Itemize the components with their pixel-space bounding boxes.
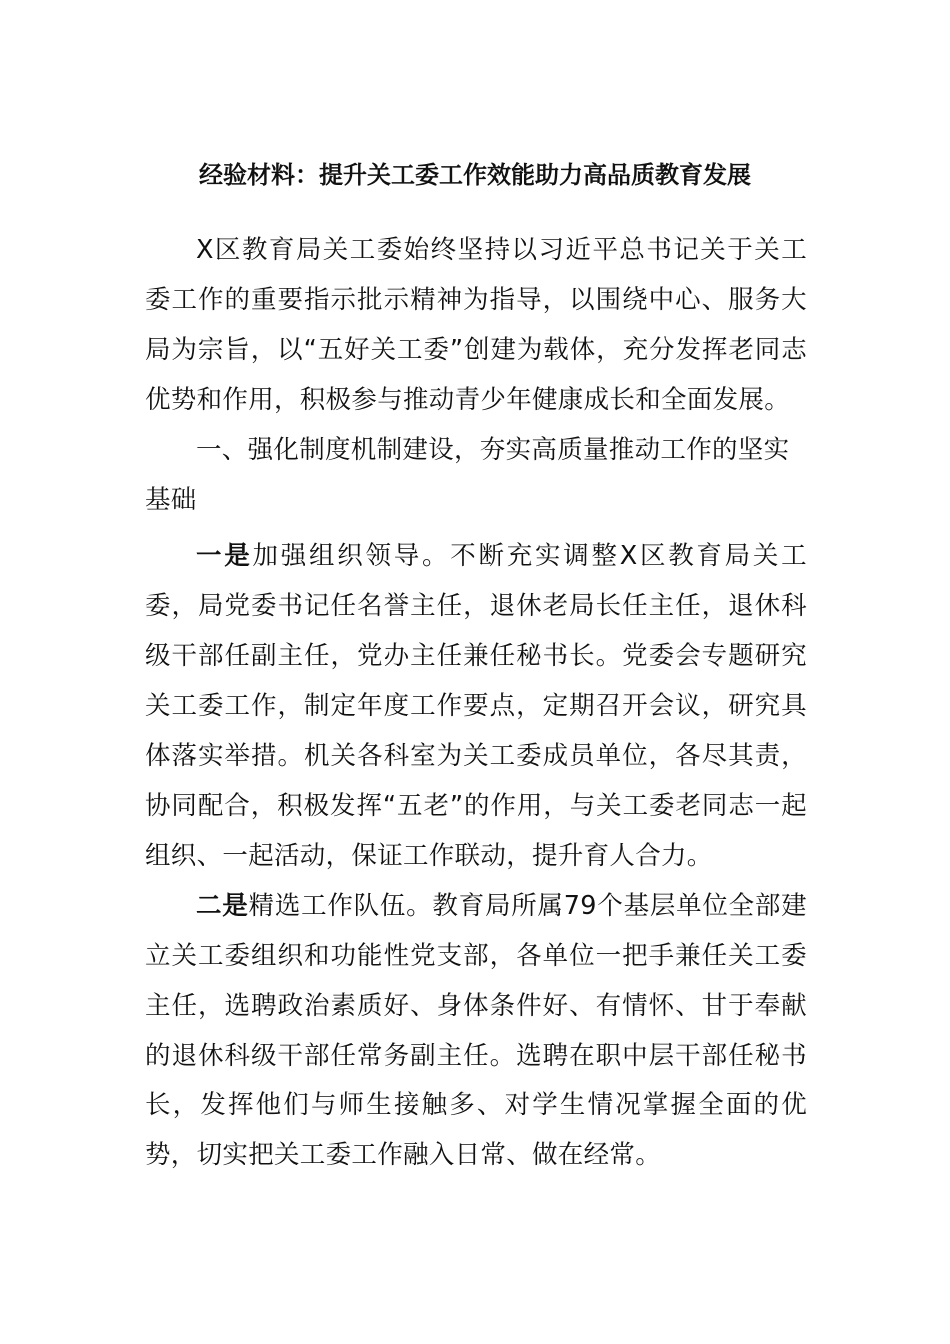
section-heading-1: 一、强化制度机制建设，夯实高质量推动工作的坚实基础 — [145, 434, 790, 515]
intro-paragraph: X区教育局关工委始终坚持以习近平总书记关于关工委工作的重要指示批示精神为指导，以围绕中心、服务大局为宗旨，以“五好关工委”创建为载体，充分发挥老同志优势和作用，积极参与推动青少年健康成长和全面发展。 — [145, 235, 807, 415]
document-body — [145, 226, 807, 1181]
item-lead-2: 二是 — [196, 890, 249, 921]
item-text-2: 精选工作队伍。教育局所属79个基层单位全部建立关工委组织和功能性党支部，各单位一把手兼任关工委主任，选聘政治素质好、身体条件好、有情怀、甘于奉献的退休科级干部任常务副主任。选聘在职中层干部任秘书长，发挥他们与师生接触多、对学生情况掌握全面的优势，切实把关工委工作融入日常、做在经常。 — [145, 890, 807, 1171]
document-title: 经验材料：提升关工委工作效能助力高品质教育发展 — [199, 161, 751, 189]
item-lead-1: 一是 — [196, 541, 253, 572]
item-text-1: 加强组织领导。不断充实调整X区教育局关工委，局党委书记任名誉主任，退休老局长任主任，退休科级干部任副主任，党办主任兼任秘书长。党委会专题研究关工委工作，制定年度工作要点，定期召开会议，研究具体落实举措。机关各科室为关工委成员单位，各尽其责，协同配合，积极发挥“五老”的作用，与关工委老同志一起组织、一起活动，保证工作联动，提升育人合力。 — [145, 541, 807, 871]
item-paragraph-1 — [145, 532, 807, 881]
item-paragraph-2 — [145, 882, 807, 1181]
